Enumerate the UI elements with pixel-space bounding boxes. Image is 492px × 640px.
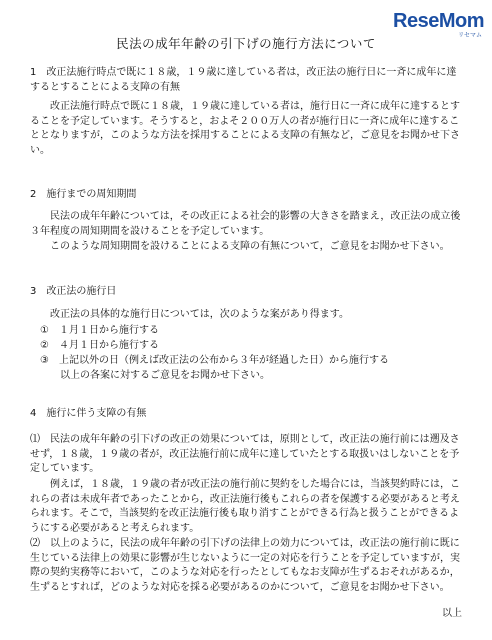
section-3-item-3: ③ 上記以外の日（例えば改正法の公布から３年が経過した日）から施行する bbox=[40, 355, 389, 366]
section-2-heading: 2 施行までの周知期間 bbox=[30, 189, 137, 200]
section-2-body-1: 民法の成年年齢については，その改正による社会的影響の大きさを踏まえ，改正法の成立後３年程度の周知期間を設けることを予定しています。 bbox=[30, 211, 461, 237]
section-3-intro: 改正法の具体的な施行日については，次のような案があり得ます。 bbox=[50, 309, 349, 320]
section-1-body: 改正法施行時点で既に１８歳，１９歳に達している者は，施行日に一斉に成年に達するとすることを予定しています。そうすると，およそ２００万人の者が施行日に一斉に成年に達することとなりますが，このような方法を採用することによる支障の有無など，ご意見をお聞かせ下さい。 bbox=[30, 101, 460, 156]
section-3-item-1: ① １月１日から施行する bbox=[40, 325, 159, 336]
section-3-outro: 以上の各案に対するご意見をお聞かせ下さい。 bbox=[60, 370, 270, 381]
closing-mark: 以上 bbox=[442, 608, 462, 619]
section-2-body-2: このような周知期間を設けることによる支障の有無について，ご意見をお聞かせ下さい。 bbox=[50, 241, 450, 252]
section-1-heading: 1 改正法施行時点で既に１８歳，１９歳に達している者は，改正法の施行日に一斉に成年に達するとすることによる支障の有無 bbox=[30, 67, 457, 93]
document-title: 民法の成年年齢の引下げの施行方法について bbox=[116, 36, 376, 51]
section-3-item-2: ② ４月１日から施行する bbox=[40, 340, 159, 351]
section-4-paragraph-3: ⑵ 以上のように，民法の成年年齢の引下げの法律上の効力については，改正法の施行前に既に生じている法律上の効果に影響が生じないように一定の対応を行うことを予定していますが，実際の契約実務等において，このような対応を行ったとしてもなお支障が生ずるおそれがあるか，生ずるとすれば，どのような対応を採る必要があるのかについて，ご意見をお聞かせ下さい。 bbox=[30, 538, 460, 593]
section-3-heading: 3 改正法の施行日 bbox=[30, 286, 117, 297]
section-4-paragraph-1: ⑴ 民法の成年年齢の引下げの改正の効果については，原則として，改正法の施行前には遡及させず，１８歳，１９歳の者が，改正法施行前に成年に達していたとする取扱いはしないことを予定しています。 bbox=[30, 434, 460, 474]
section-4-heading: 4 施行に伴う支障の有無 bbox=[30, 408, 147, 419]
logo-text: ReseMom bbox=[393, 10, 484, 32]
section-4-paragraph-2: 例えば，１８歳，１９歳の者が改正法の施行前に契約をした場合には，当該契約時には，これらの者は未成年者であったことから，改正法施行後もこれらの者を保護する必要があると考えられます。そこで，当該契約を改正法施行後も取り消すことができる行為と扱うことができるようにする必要があると考えられます。 bbox=[30, 479, 460, 534]
logo-subtext: リセマム bbox=[458, 33, 482, 39]
